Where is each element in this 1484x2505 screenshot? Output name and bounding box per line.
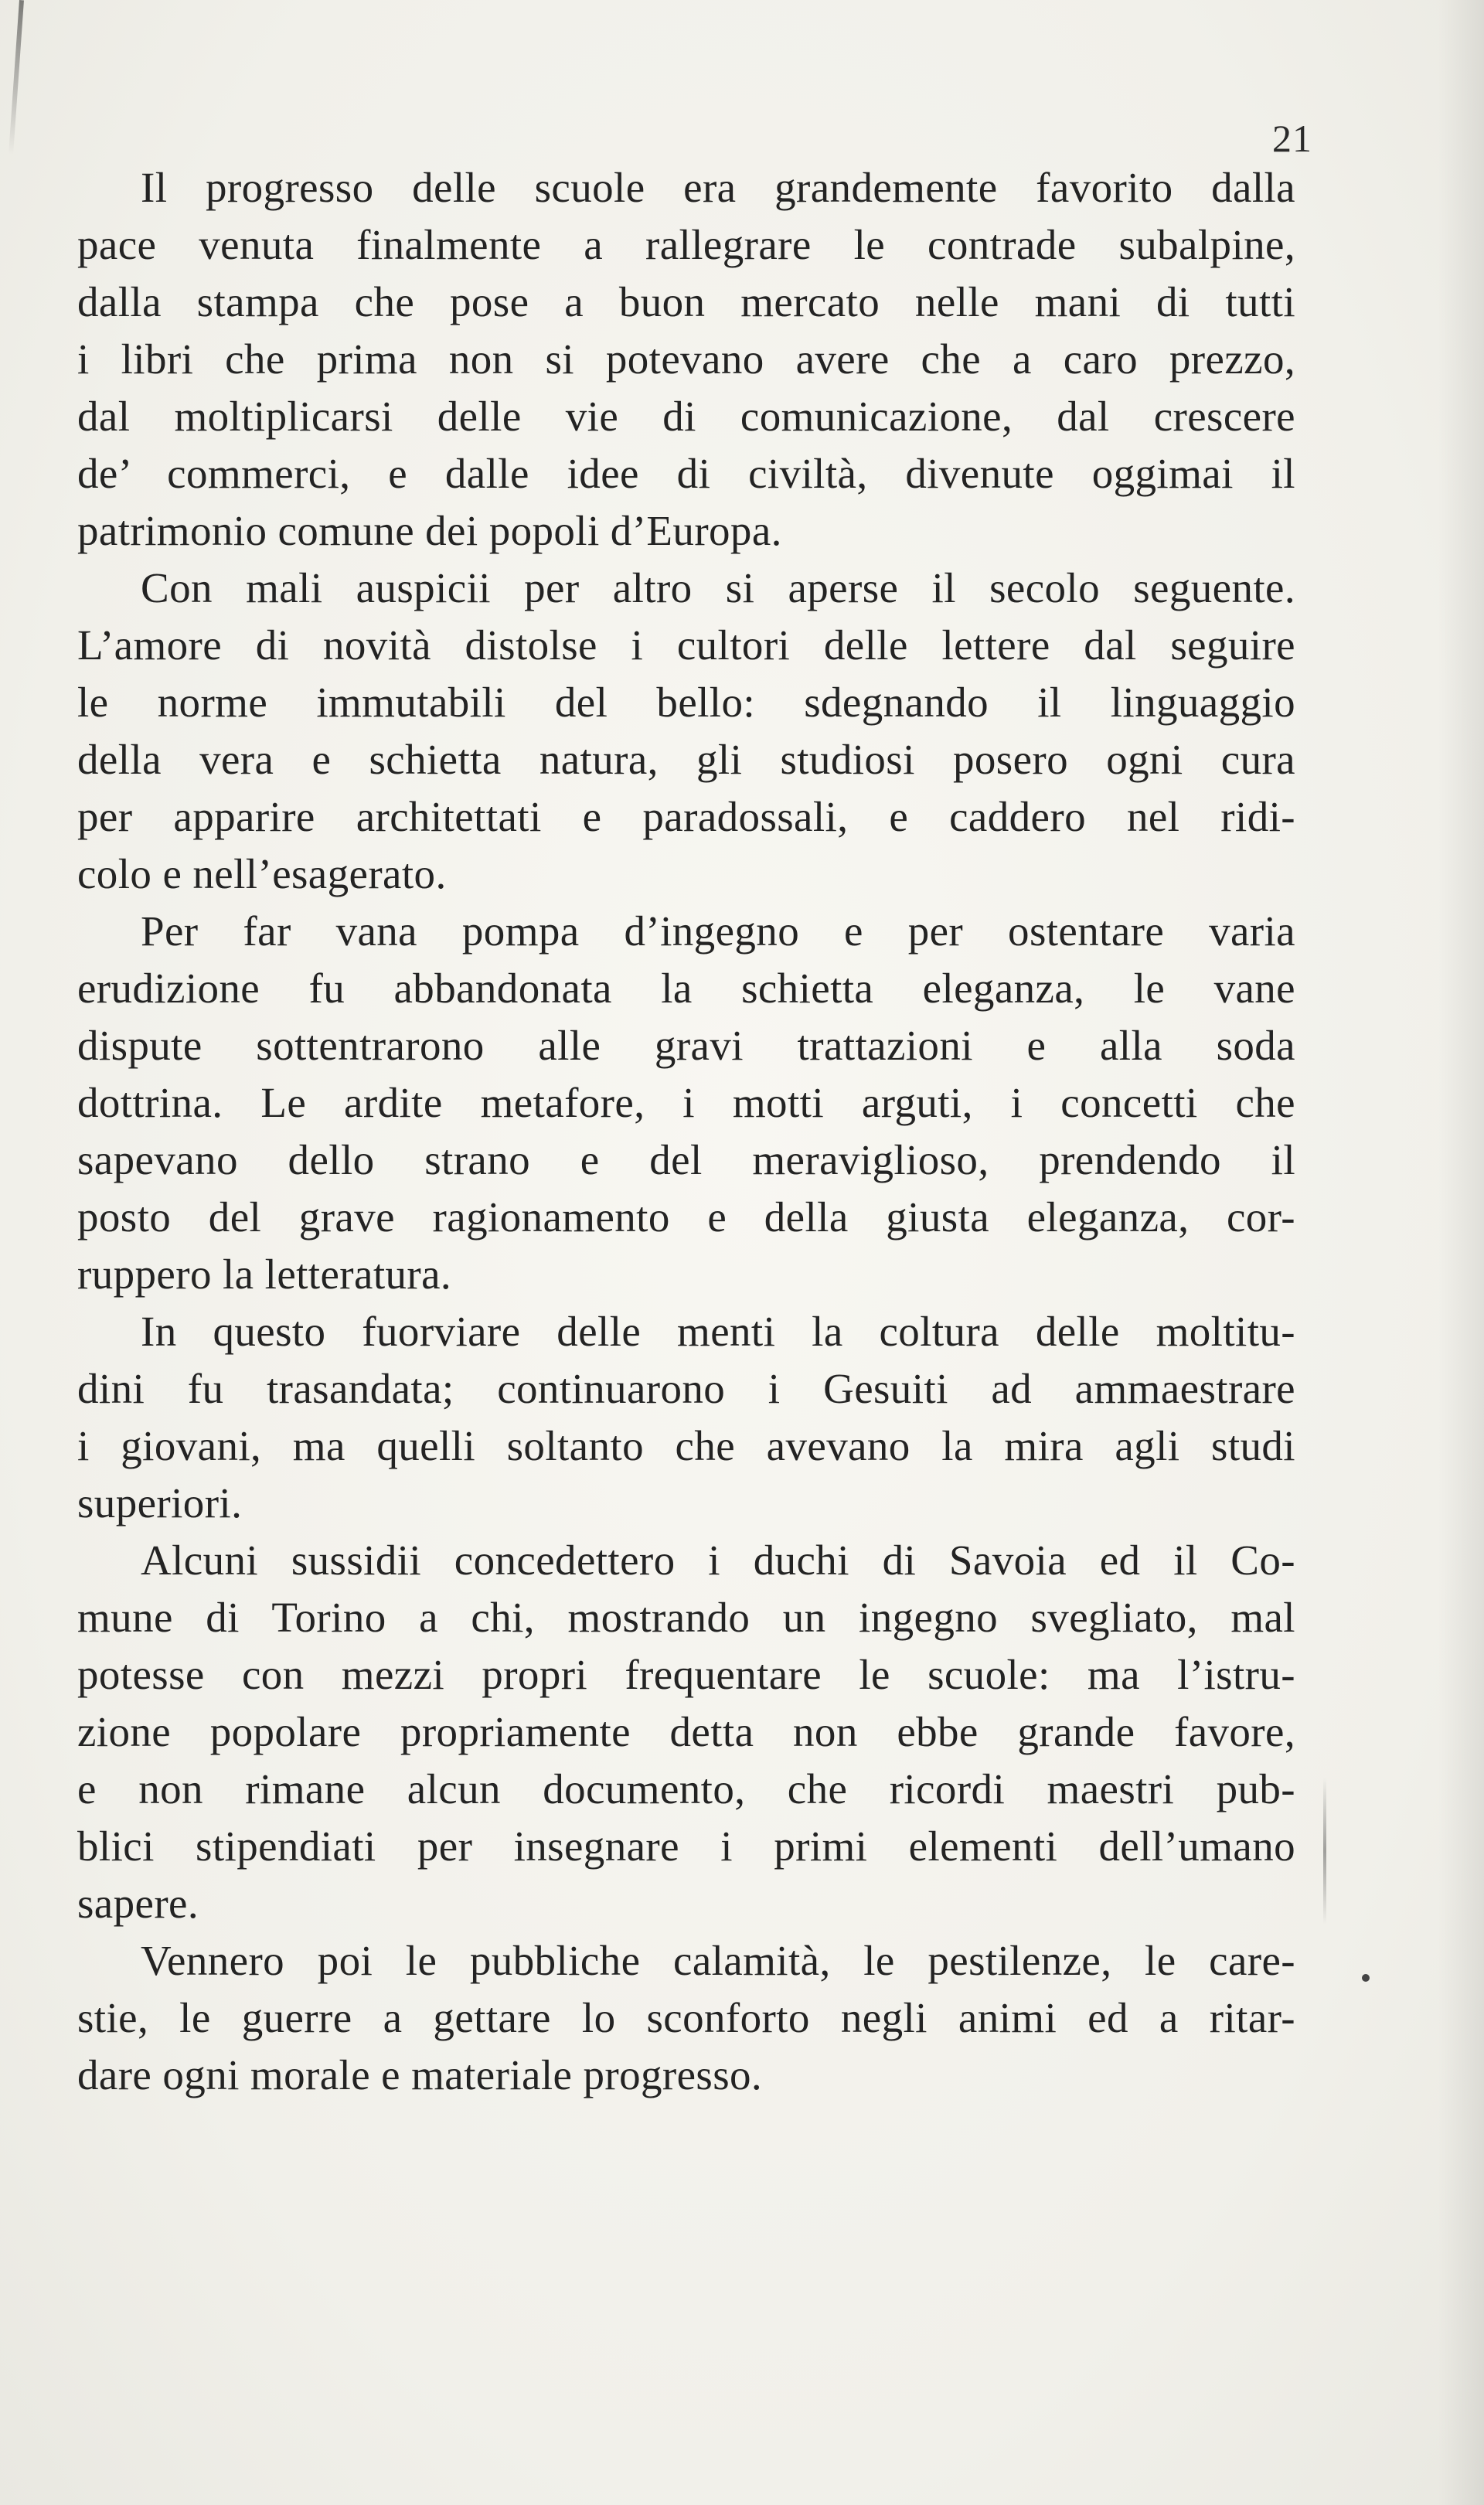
- text-line: Per far vana pompa d’ingegno e per ostentare varia: [141, 907, 1295, 955]
- text-line: dispute sottentrarono alle gravi trattazioni e alla soda: [77, 1022, 1295, 1069]
- text-line: sapere.: [77, 1880, 199, 1927]
- text-line: Il progresso delle scuole era grandemente favorito dalla: [141, 164, 1295, 211]
- text-line: potesse con mezzi propri frequentare le scuole: ma l’istru-: [77, 1651, 1295, 1698]
- text-line: stie, le guerre a gettare lo sconforto negli animi ed a ritar-: [77, 1994, 1295, 2041]
- paragraph-2: [77, 560, 1295, 903]
- paragraph-3: [77, 903, 1295, 1303]
- text-line: mune di Torino a chi, mostrando un ingegno svegliato, mal: [77, 1594, 1295, 1641]
- page-number: 21: [1272, 117, 1312, 160]
- paragraph-6: [77, 1932, 1295, 2104]
- text-line: ruppero la letteratura.: [77, 1251, 452, 1298]
- text-line: de’ commerci, e dalle idee di civiltà, divenute oggimai il: [77, 450, 1295, 497]
- text-line: In questo fuorviare delle menti la coltura delle moltitu-: [141, 1308, 1295, 1355]
- text-line: i giovani, ma quelli soltanto che avevano la mira agli studi: [77, 1422, 1295, 1469]
- text-line: della vera e schietta natura, gli studiosi posero ogni cura: [77, 736, 1295, 783]
- text-line: Con mali auspicii per altro si aperse il secolo seguente.: [141, 564, 1295, 611]
- paragraph-1: [77, 159, 1295, 560]
- text-line: Alcuni sussidii concedettero i duchi di Savoia ed il Co-: [141, 1537, 1295, 1584]
- text-line: dottrina. Le ardite metafore, i motti arguti, i concetti che: [77, 1079, 1295, 1126]
- scan-mark: [9, 0, 24, 155]
- text-line: blici stipendiati per insegnare i primi elementi dell’umano: [77, 1823, 1295, 1870]
- text-line: dini fu trasandata; continuarono i Gesuiti ad ammaestrare: [77, 1365, 1295, 1412]
- margin-mark: [1323, 1778, 1326, 1925]
- text-line: i libri che prima non si potevano avere che a caro prezzo,: [77, 335, 1295, 383]
- text-line: Vennero poi le pubbliche calamità, le pestilenze, le care-: [141, 1937, 1295, 1984]
- text-line: dalla stampa che pose a buon mercato nelle mani di tutti: [77, 278, 1295, 325]
- text-line: L’amore di novità distolse i cultori delle lettere dal seguire: [77, 621, 1295, 669]
- text-line: pace venuta finalmente a rallegrare le contrade subalpine,: [77, 221, 1295, 268]
- text-line: erudizione fu abbandonata la schietta eleganza, le vane: [77, 965, 1295, 1012]
- paragraph-4: [77, 1303, 1295, 1532]
- text-line: e non rimane alcun documento, che ricordi maestri pub-: [77, 1765, 1295, 1812]
- body-text: [77, 159, 1295, 2104]
- text-line: patrimonio comune dei popoli d’Europa.: [77, 507, 782, 554]
- page-edge-shadow: [1438, 0, 1484, 2505]
- ink-spot: [1362, 1974, 1370, 1982]
- text-line: colo e nell’esagerato.: [77, 850, 447, 897]
- text-line: dare ogni morale e materiale progresso.: [77, 2051, 763, 2098]
- text-line: superiori.: [77, 1479, 243, 1526]
- text-line: dal moltiplicarsi delle vie di comunicazione, dal crescere: [77, 393, 1295, 440]
- text-line: posto del grave ragionamento e della giusta eleganza, cor-: [77, 1193, 1295, 1241]
- text-line: per apparire architettati e paradossali, e caddero nel ridi-: [77, 793, 1295, 840]
- text-line: le norme immutabili del bello: sdegnando il linguaggio: [77, 679, 1295, 726]
- paragraph-5: [77, 1532, 1295, 1932]
- text-line: zione popolare propriamente detta non ebbe grande favore,: [77, 1708, 1295, 1755]
- text-line: sapevano dello strano e del meraviglioso, prendendo il: [77, 1136, 1295, 1183]
